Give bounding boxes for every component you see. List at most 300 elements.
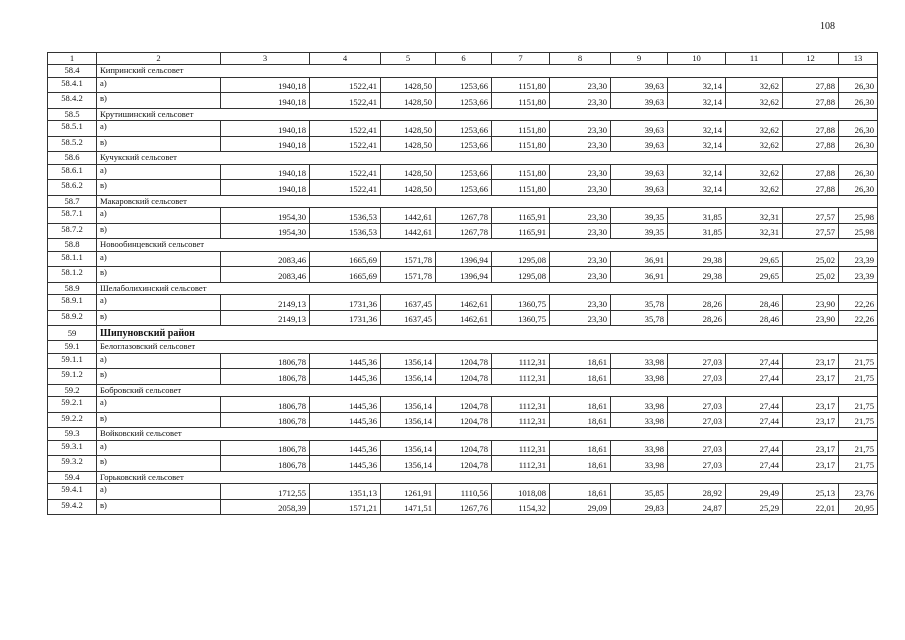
value-cell: 1940,18 xyxy=(221,180,310,196)
value-cell: 33,98 xyxy=(611,397,668,413)
value-cell: 32,31 xyxy=(726,223,783,239)
row-id: 58.1.1 xyxy=(48,251,97,267)
row-id: 58.6.1 xyxy=(48,164,97,180)
value-cell: 1571,78 xyxy=(381,267,436,283)
value-cell: 1154,32 xyxy=(492,499,550,515)
table-row xyxy=(48,369,878,385)
value-cell: 32,62 xyxy=(726,121,783,137)
value-cell: 1806,78 xyxy=(221,353,310,369)
value-cell: 1112,31 xyxy=(492,412,550,428)
column-header: 13 xyxy=(839,53,878,65)
value-cell: 27,44 xyxy=(726,397,783,413)
value-cell: 1356,14 xyxy=(381,412,436,428)
section-row xyxy=(48,152,878,165)
value-cell: 1360,75 xyxy=(492,295,550,311)
value-cell: 1151,80 xyxy=(492,121,550,137)
value-cell: 1018,08 xyxy=(492,484,550,500)
value-cell: 24,87 xyxy=(668,499,726,515)
value-cell: 1165,91 xyxy=(492,223,550,239)
value-cell: 2149,13 xyxy=(221,310,310,326)
value-cell: 1351,13 xyxy=(310,484,381,500)
value-cell: 1253,66 xyxy=(436,180,492,196)
value-cell: 1665,69 xyxy=(310,251,381,267)
section-title: Бобровский сельсовет xyxy=(97,384,878,397)
value-cell: 27,03 xyxy=(668,456,726,472)
value-cell: 1204,78 xyxy=(436,440,492,456)
value-cell: 23,30 xyxy=(550,93,611,109)
value-cell: 23,30 xyxy=(550,208,611,224)
value-cell: 27,44 xyxy=(726,456,783,472)
value-cell: 23,30 xyxy=(550,136,611,152)
section-title: Войковский сельсовет xyxy=(97,428,878,441)
value-cell: 23,39 xyxy=(839,267,878,283)
value-cell: 32,14 xyxy=(668,121,726,137)
value-cell: 39,63 xyxy=(611,121,668,137)
value-cell: 1940,18 xyxy=(221,93,310,109)
table-row xyxy=(48,251,878,267)
value-cell: 2083,46 xyxy=(221,267,310,283)
table-body xyxy=(48,65,878,515)
section-title: Макаровский сельсовет xyxy=(97,195,878,208)
value-cell: 32,62 xyxy=(726,180,783,196)
value-cell: 1637,45 xyxy=(381,295,436,311)
row-id: 59.1.1 xyxy=(48,353,97,369)
value-cell: 21,75 xyxy=(839,456,878,472)
value-cell: 23,76 xyxy=(839,484,878,500)
value-cell: 1360,75 xyxy=(492,310,550,326)
value-cell: 18,61 xyxy=(550,369,611,385)
column-header: 12 xyxy=(783,53,839,65)
value-cell: 1253,66 xyxy=(436,164,492,180)
value-cell: 1536,53 xyxy=(310,223,381,239)
row-id: 59.3 xyxy=(48,428,97,441)
row-label: а) xyxy=(97,295,221,311)
row-id: 59.4 xyxy=(48,471,97,484)
section-row xyxy=(48,239,878,252)
value-cell: 18,61 xyxy=(550,397,611,413)
value-cell: 39,35 xyxy=(611,223,668,239)
value-cell: 23,30 xyxy=(550,77,611,93)
row-id: 59 xyxy=(48,326,97,341)
value-cell: 25,02 xyxy=(783,267,839,283)
value-cell: 1471,51 xyxy=(381,499,436,515)
table-row xyxy=(48,295,878,311)
value-cell: 1637,45 xyxy=(381,310,436,326)
value-cell: 23,30 xyxy=(550,251,611,267)
table-row xyxy=(48,440,878,456)
value-cell: 33,98 xyxy=(611,369,668,385)
value-cell: 29,49 xyxy=(726,484,783,500)
table-row xyxy=(48,456,878,472)
value-cell: 26,30 xyxy=(839,93,878,109)
value-cell: 23,39 xyxy=(839,251,878,267)
value-cell: 1151,80 xyxy=(492,77,550,93)
column-header: 8 xyxy=(550,53,611,65)
value-cell: 1204,78 xyxy=(436,397,492,413)
row-id: 59.2 xyxy=(48,384,97,397)
value-cell: 1267,78 xyxy=(436,223,492,239)
value-cell: 26,30 xyxy=(839,121,878,137)
section-row xyxy=(48,384,878,397)
value-cell: 23,30 xyxy=(550,295,611,311)
value-cell: 31,85 xyxy=(668,223,726,239)
value-cell: 23,17 xyxy=(783,353,839,369)
value-cell: 28,26 xyxy=(668,310,726,326)
value-cell: 20,95 xyxy=(839,499,878,515)
value-cell: 28,92 xyxy=(668,484,726,500)
row-label: а) xyxy=(97,397,221,413)
column-header: 5 xyxy=(381,53,436,65)
row-id: 59.3.1 xyxy=(48,440,97,456)
value-cell: 1665,69 xyxy=(310,267,381,283)
section-title: Горьковский сельсовет xyxy=(97,471,878,484)
row-id: 58.9.2 xyxy=(48,310,97,326)
section-title: Шелаболихинский сельсовет xyxy=(97,282,878,295)
value-cell: 1151,80 xyxy=(492,180,550,196)
value-cell: 21,75 xyxy=(839,353,878,369)
value-cell: 33,98 xyxy=(611,412,668,428)
section-row xyxy=(48,282,878,295)
value-cell: 1522,41 xyxy=(310,136,381,152)
value-cell: 27,88 xyxy=(783,93,839,109)
value-cell: 22,26 xyxy=(839,310,878,326)
row-label: в) xyxy=(97,93,221,109)
value-cell: 25,98 xyxy=(839,223,878,239)
value-cell: 27,57 xyxy=(783,223,839,239)
column-header: 10 xyxy=(668,53,726,65)
table-row xyxy=(48,164,878,180)
table-row xyxy=(48,136,878,152)
value-cell: 23,30 xyxy=(550,267,611,283)
value-cell: 29,09 xyxy=(550,499,611,515)
row-label: в) xyxy=(97,310,221,326)
value-cell: 1428,50 xyxy=(381,121,436,137)
value-cell: 1356,14 xyxy=(381,397,436,413)
value-cell: 1165,91 xyxy=(492,208,550,224)
value-cell: 1806,78 xyxy=(221,369,310,385)
page-number: 108 xyxy=(820,21,835,32)
value-cell: 1204,78 xyxy=(436,369,492,385)
value-cell: 1204,78 xyxy=(436,412,492,428)
value-cell: 1356,14 xyxy=(381,440,436,456)
value-cell: 35,78 xyxy=(611,310,668,326)
value-cell: 1940,18 xyxy=(221,77,310,93)
value-cell: 1204,78 xyxy=(436,353,492,369)
value-cell: 28,26 xyxy=(668,295,726,311)
row-id: 59.4.1 xyxy=(48,484,97,500)
value-cell: 1806,78 xyxy=(221,397,310,413)
section-title: Кипринский сельсовет xyxy=(97,65,878,78)
section-row xyxy=(48,195,878,208)
value-cell: 1110,56 xyxy=(436,484,492,500)
value-cell: 23,30 xyxy=(550,223,611,239)
row-id: 58.7 xyxy=(48,195,97,208)
value-cell: 18,61 xyxy=(550,440,611,456)
value-cell: 39,63 xyxy=(611,136,668,152)
value-cell: 1522,41 xyxy=(310,180,381,196)
table-row xyxy=(48,412,878,428)
value-cell: 27,03 xyxy=(668,412,726,428)
value-cell: 1954,30 xyxy=(221,223,310,239)
row-label: в) xyxy=(97,412,221,428)
value-cell: 39,63 xyxy=(611,93,668,109)
value-cell: 33,98 xyxy=(611,353,668,369)
column-header: 2 xyxy=(97,53,221,65)
value-cell: 32,14 xyxy=(668,136,726,152)
value-cell: 29,38 xyxy=(668,267,726,283)
row-id: 58.4 xyxy=(48,65,97,78)
value-cell: 1462,61 xyxy=(436,295,492,311)
value-cell: 23,17 xyxy=(783,369,839,385)
value-cell: 1396,94 xyxy=(436,251,492,267)
value-cell: 1731,36 xyxy=(310,295,381,311)
row-label: в) xyxy=(97,456,221,472)
value-cell: 1204,78 xyxy=(436,456,492,472)
row-label: а) xyxy=(97,251,221,267)
column-header: 4 xyxy=(310,53,381,65)
value-cell: 27,03 xyxy=(668,397,726,413)
value-cell: 1940,18 xyxy=(221,136,310,152)
tariff-table xyxy=(47,52,878,515)
column-header: 1 xyxy=(48,53,97,65)
value-cell: 1712,55 xyxy=(221,484,310,500)
value-cell: 29,83 xyxy=(611,499,668,515)
value-cell: 39,63 xyxy=(611,180,668,196)
value-cell: 1356,14 xyxy=(381,353,436,369)
value-cell: 29,65 xyxy=(726,267,783,283)
value-cell: 1445,36 xyxy=(310,440,381,456)
value-cell: 33,98 xyxy=(611,456,668,472)
value-cell: 32,62 xyxy=(726,93,783,109)
column-header: 3 xyxy=(221,53,310,65)
row-id: 59.2.1 xyxy=(48,397,97,413)
value-cell: 27,88 xyxy=(783,164,839,180)
value-cell: 27,44 xyxy=(726,440,783,456)
value-cell: 27,88 xyxy=(783,180,839,196)
value-cell: 1571,78 xyxy=(381,251,436,267)
column-number-row xyxy=(48,53,878,65)
row-label: в) xyxy=(97,136,221,152)
value-cell: 1396,94 xyxy=(436,267,492,283)
value-cell: 35,85 xyxy=(611,484,668,500)
row-id: 58.7.1 xyxy=(48,208,97,224)
value-cell: 27,88 xyxy=(783,121,839,137)
row-id: 59.3.2 xyxy=(48,456,97,472)
section-title: Новообинцевский сельсовет xyxy=(97,239,878,252)
value-cell: 1940,18 xyxy=(221,164,310,180)
value-cell: 1253,66 xyxy=(436,136,492,152)
value-cell: 1151,80 xyxy=(492,93,550,109)
value-cell: 1731,36 xyxy=(310,310,381,326)
value-cell: 32,14 xyxy=(668,93,726,109)
value-cell: 1806,78 xyxy=(221,440,310,456)
value-cell: 31,85 xyxy=(668,208,726,224)
row-id: 58.9 xyxy=(48,282,97,295)
value-cell: 27,44 xyxy=(726,412,783,428)
value-cell: 1295,08 xyxy=(492,251,550,267)
value-cell: 21,75 xyxy=(839,412,878,428)
value-cell: 1428,50 xyxy=(381,164,436,180)
value-cell: 32,14 xyxy=(668,164,726,180)
value-cell: 1522,41 xyxy=(310,93,381,109)
section-title: Крутишинский сельсовет xyxy=(97,108,878,121)
value-cell: 1261,91 xyxy=(381,484,436,500)
column-header: 6 xyxy=(436,53,492,65)
value-cell: 27,44 xyxy=(726,353,783,369)
value-cell: 23,17 xyxy=(783,397,839,413)
value-cell: 1442,61 xyxy=(381,208,436,224)
row-label: а) xyxy=(97,440,221,456)
value-cell: 36,91 xyxy=(611,251,668,267)
table-row xyxy=(48,208,878,224)
value-cell: 23,30 xyxy=(550,164,611,180)
row-id: 59.4.2 xyxy=(48,499,97,515)
value-cell: 1428,50 xyxy=(381,77,436,93)
value-cell: 1536,53 xyxy=(310,208,381,224)
row-label: а) xyxy=(97,77,221,93)
value-cell: 1295,08 xyxy=(492,267,550,283)
value-cell: 23,30 xyxy=(550,310,611,326)
row-label: в) xyxy=(97,499,221,515)
value-cell: 32,14 xyxy=(668,77,726,93)
column-header: 11 xyxy=(726,53,783,65)
value-cell: 25,98 xyxy=(839,208,878,224)
value-cell: 27,88 xyxy=(783,136,839,152)
value-cell: 23,30 xyxy=(550,121,611,137)
table-row xyxy=(48,223,878,239)
value-cell: 1954,30 xyxy=(221,208,310,224)
value-cell: 1428,50 xyxy=(381,136,436,152)
table-row xyxy=(48,484,878,500)
table-row xyxy=(48,77,878,93)
value-cell: 2083,46 xyxy=(221,251,310,267)
value-cell: 23,30 xyxy=(550,180,611,196)
row-id: 59.1.2 xyxy=(48,369,97,385)
value-cell: 39,63 xyxy=(611,164,668,180)
value-cell: 23,17 xyxy=(783,456,839,472)
row-label: в) xyxy=(97,267,221,283)
row-id: 59.1 xyxy=(48,341,97,354)
value-cell: 23,90 xyxy=(783,295,839,311)
value-cell: 2058,39 xyxy=(221,499,310,515)
row-label: в) xyxy=(97,369,221,385)
value-cell: 1253,66 xyxy=(436,77,492,93)
value-cell: 32,31 xyxy=(726,208,783,224)
value-cell: 1151,80 xyxy=(492,136,550,152)
value-cell: 33,98 xyxy=(611,440,668,456)
section-title: Белоглазовский сельсовет xyxy=(97,341,878,354)
section-row xyxy=(48,65,878,78)
region-title: Шипуновский район xyxy=(97,326,878,341)
column-header: 7 xyxy=(492,53,550,65)
value-cell: 1112,31 xyxy=(492,369,550,385)
section-row xyxy=(48,341,878,354)
value-cell: 26,30 xyxy=(839,180,878,196)
table-row xyxy=(48,353,878,369)
value-cell: 1112,31 xyxy=(492,440,550,456)
value-cell: 1445,36 xyxy=(310,397,381,413)
value-cell: 1442,61 xyxy=(381,223,436,239)
row-label: а) xyxy=(97,484,221,500)
section-row xyxy=(48,428,878,441)
value-cell: 23,90 xyxy=(783,310,839,326)
value-cell: 1267,76 xyxy=(436,499,492,515)
row-label: в) xyxy=(97,180,221,196)
value-cell: 18,61 xyxy=(550,353,611,369)
value-cell: 29,65 xyxy=(726,251,783,267)
row-id: 58.4.1 xyxy=(48,77,97,93)
row-label: а) xyxy=(97,353,221,369)
value-cell: 32,62 xyxy=(726,77,783,93)
value-cell: 22,26 xyxy=(839,295,878,311)
value-cell: 27,03 xyxy=(668,353,726,369)
table-header xyxy=(48,53,878,65)
row-id: 58.5 xyxy=(48,108,97,121)
value-cell: 21,75 xyxy=(839,440,878,456)
value-cell: 1806,78 xyxy=(221,456,310,472)
value-cell: 22,01 xyxy=(783,499,839,515)
value-cell: 1522,41 xyxy=(310,164,381,180)
region-row xyxy=(48,326,878,341)
value-cell: 1445,36 xyxy=(310,369,381,385)
section-row xyxy=(48,108,878,121)
value-cell: 1522,41 xyxy=(310,121,381,137)
row-id: 58.6.2 xyxy=(48,180,97,196)
value-cell: 23,17 xyxy=(783,440,839,456)
value-cell: 1462,61 xyxy=(436,310,492,326)
value-cell: 1445,36 xyxy=(310,412,381,428)
value-cell: 28,46 xyxy=(726,295,783,311)
value-cell: 1253,66 xyxy=(436,121,492,137)
value-cell: 27,88 xyxy=(783,77,839,93)
value-cell: 1112,31 xyxy=(492,456,550,472)
section-title: Кучукский сельсовет xyxy=(97,152,878,165)
value-cell: 18,61 xyxy=(550,484,611,500)
value-cell: 1428,50 xyxy=(381,180,436,196)
table-row xyxy=(48,93,878,109)
row-id: 58.4.2 xyxy=(48,93,97,109)
value-cell: 26,30 xyxy=(839,77,878,93)
value-cell: 1571,21 xyxy=(310,499,381,515)
value-cell: 27,03 xyxy=(668,440,726,456)
row-id: 58.5.2 xyxy=(48,136,97,152)
table-row xyxy=(48,267,878,283)
row-label: в) xyxy=(97,223,221,239)
value-cell: 1522,41 xyxy=(310,77,381,93)
value-cell: 39,63 xyxy=(611,77,668,93)
value-cell: 1112,31 xyxy=(492,397,550,413)
row-id: 58.8 xyxy=(48,239,97,252)
value-cell: 1356,14 xyxy=(381,456,436,472)
value-cell: 25,29 xyxy=(726,499,783,515)
row-id: 58.1.2 xyxy=(48,267,97,283)
value-cell: 18,61 xyxy=(550,412,611,428)
row-id: 59.2.2 xyxy=(48,412,97,428)
value-cell: 27,44 xyxy=(726,369,783,385)
value-cell: 27,57 xyxy=(783,208,839,224)
value-cell: 1445,36 xyxy=(310,456,381,472)
value-cell: 1428,50 xyxy=(381,93,436,109)
value-cell: 26,30 xyxy=(839,136,878,152)
row-id: 58.5.1 xyxy=(48,121,97,137)
value-cell: 23,17 xyxy=(783,412,839,428)
value-cell: 29,38 xyxy=(668,251,726,267)
value-cell: 2149,13 xyxy=(221,295,310,311)
value-cell: 18,61 xyxy=(550,456,611,472)
value-cell: 27,03 xyxy=(668,369,726,385)
table-row xyxy=(48,180,878,196)
value-cell: 25,13 xyxy=(783,484,839,500)
